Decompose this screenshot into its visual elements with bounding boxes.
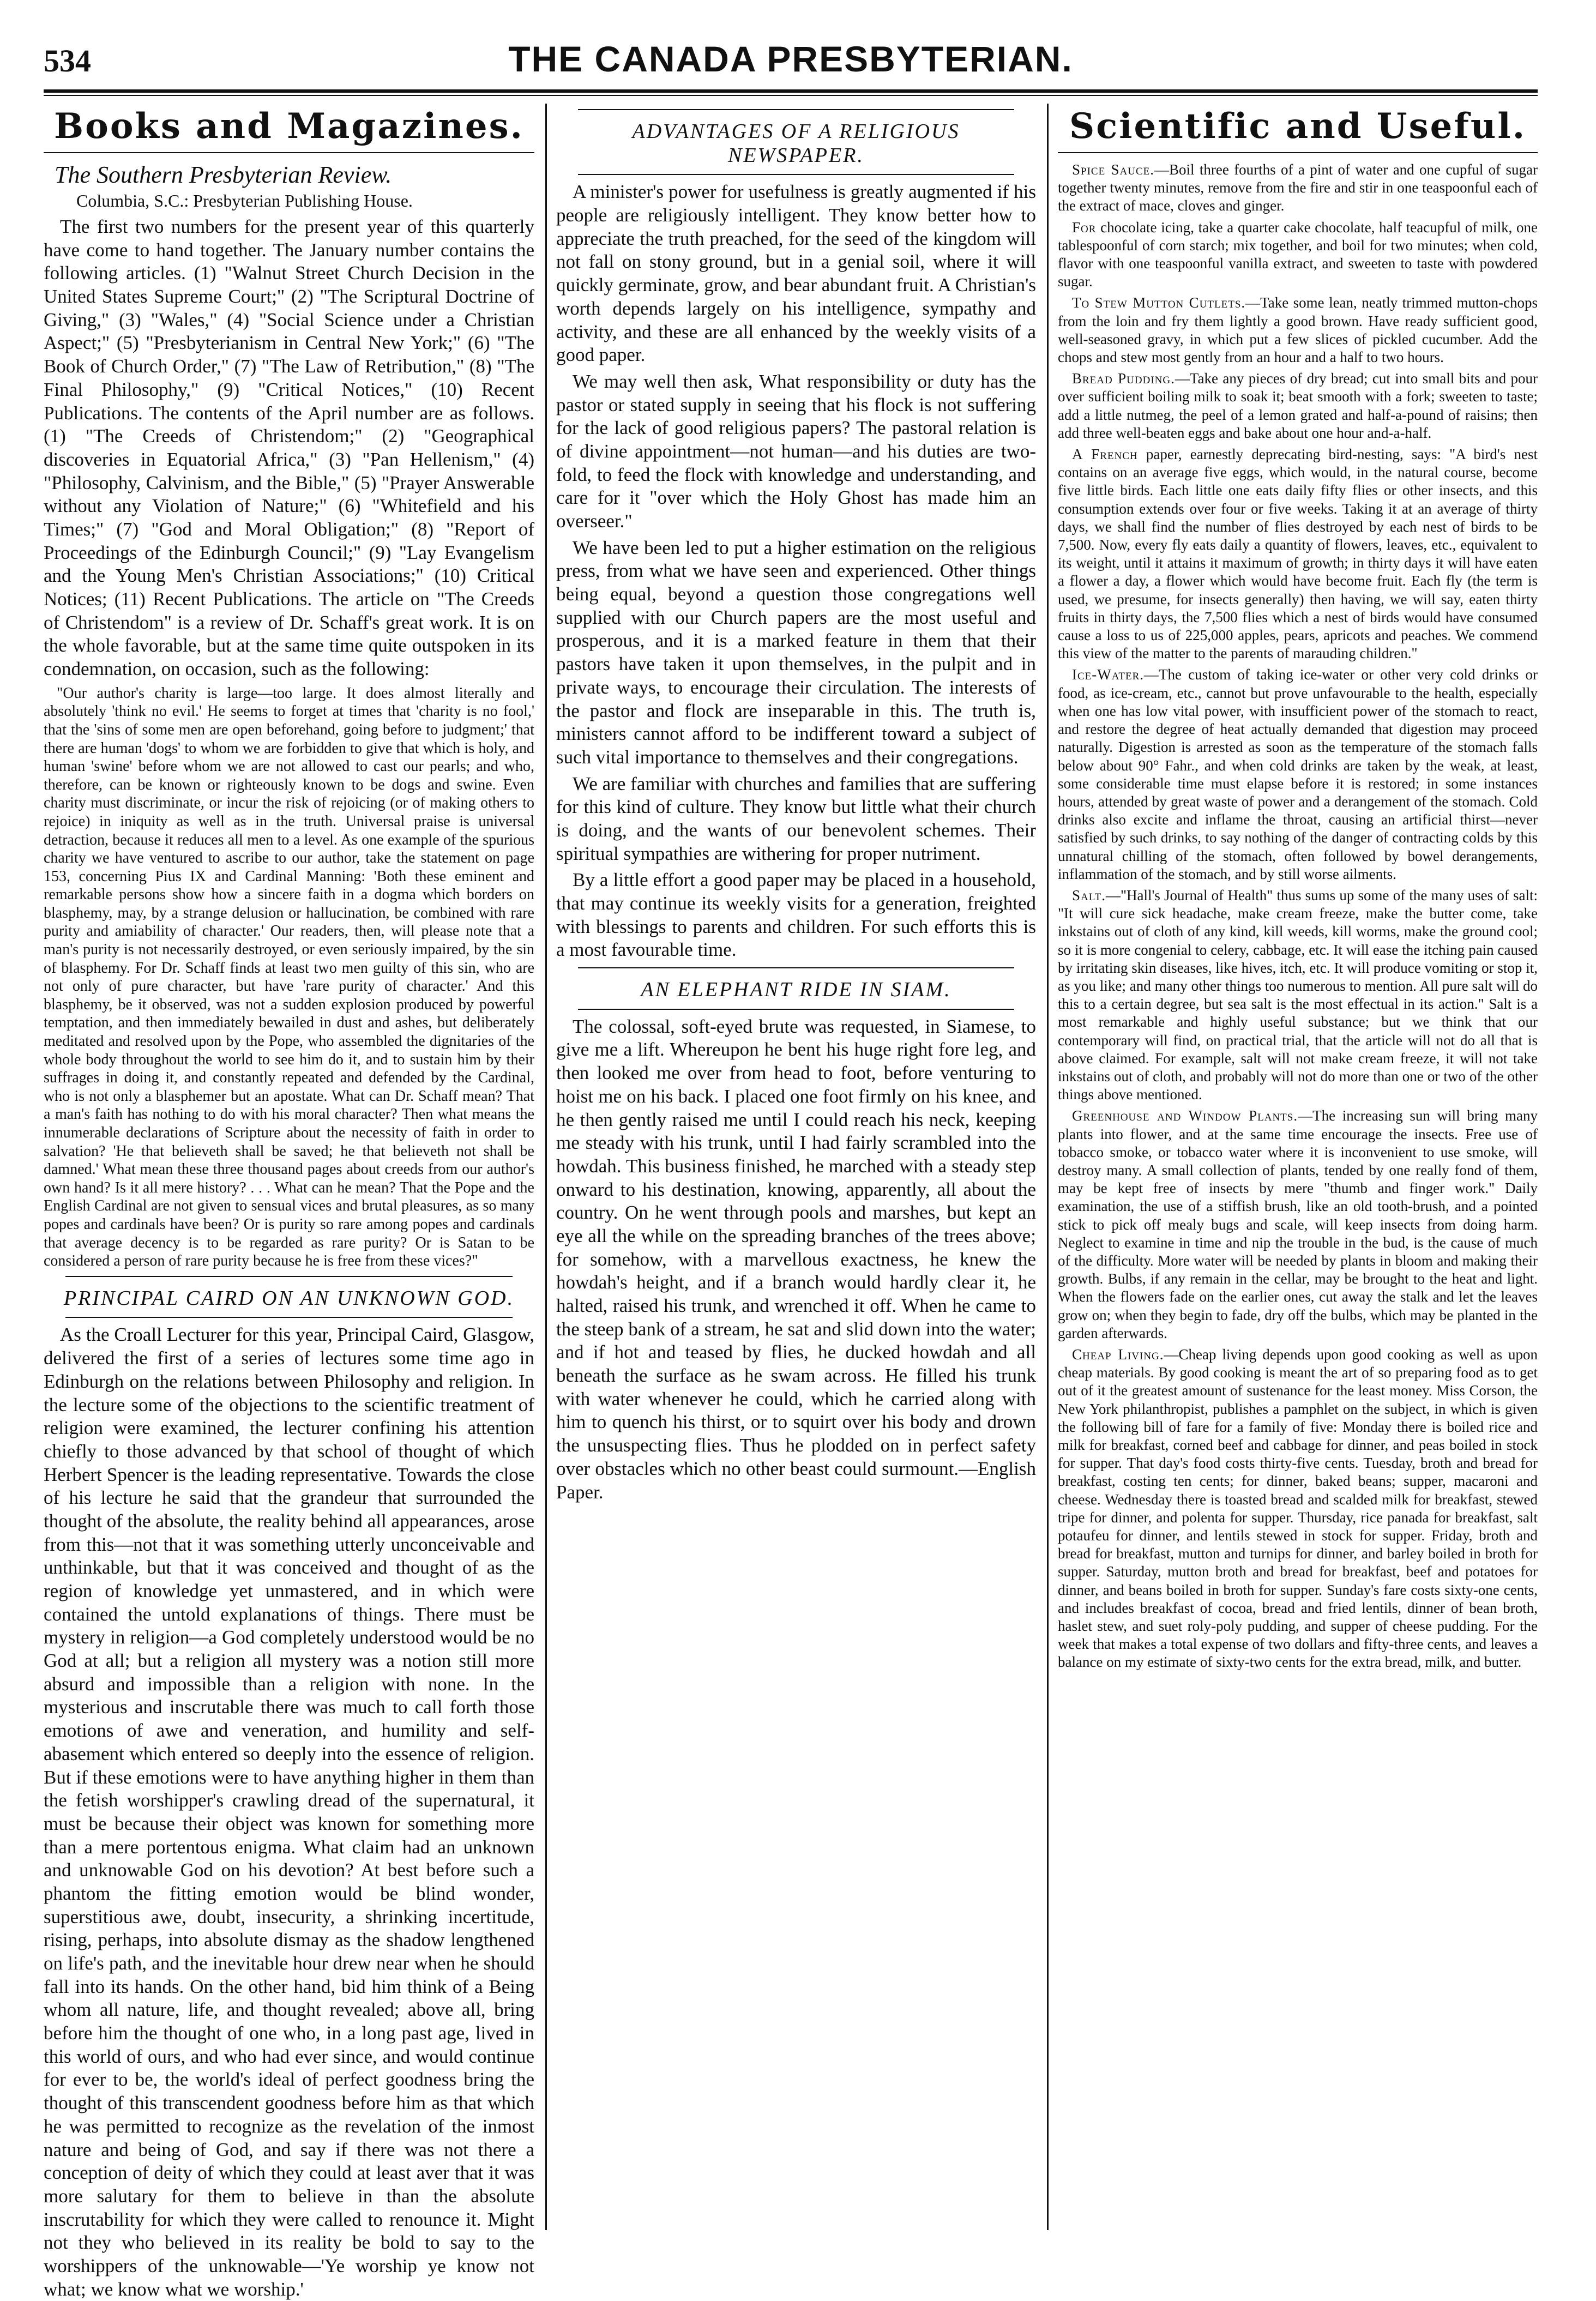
list-item xyxy=(1058,887,1538,1104)
list-item xyxy=(1058,370,1538,442)
paragraph: As the Croall Lecturer for this year, Principal Caird, Glasgow, delivered the first of a series of lectures some time ago in Edinburgh on the relations between Philosophy and religion. In the lecture some of the objections to the scientific treatment of religion were examined, the lecturer confining his attention chiefly to those advanced by that school of thought of which Herbert Spencer is the leading representative. Towards the close of his lecture he said that the grandeur that surrounded the thought of the absolute, the reality behind all appearances, arose from this—not that it was something utterly unconceivable and unthinkable, but that it was conceived and thought of as the region of knowledge yet unmastered, and in which were contained the untold explanations of things. There must be mystery in religion—a God completely understood would be no God at all; but a religion all mystery was a notion still more absurd and impossible than a religion with none. In the mysterious and inscrutable there was much to call forth those emotions of awe and veneration, and humility and self-abasement which entered so deeply into the essence of religion. But if these emotions were to have anything higher in them than the fetish worshipper's crawling dread of the supernatural, it must be because their object was known for something more than a mere portentous enigma. What claim had an unknown and unknowable God on his devotion? At best before such a phantom the fitting emotion would be blind wonder, superstitious awe, doubt, insecurity, a shrinking incertitude, rising, perhaps, into absolute dismay as the shadow lengthened on life's path, and the inevitable hour drew near when he should fall into its hands. On the other hand, bid him think of a Being whom all nature, life, and thought revealed; above all, bring before him the thought of one who, in a long past age, lived in this world of ours, and who had ever since, and would continue for ever to be, the world's ideal of perfect goodness bring the thought of this transcendent goodness before him as that which he was permitted to recognize as the revelation of the inmost nature and being of God, and say if there was not there a conception of deity of which they could at least aver that it was more salutary for them to believe in than the absolute inscrutability for which they were called to renounce it. Might not they who believed in its reality be bold to say to the worshippers of the unknowable—'Ye worship ye know not what; we know what we worship.' xyxy=(44,1324,534,2300)
list-item xyxy=(1058,1107,1538,1342)
paragraph: A minister's power for usefulness is greatly augmented if his people are religiously intelligent. They know better how to appreciate the truth preached, for the seed of the kingdom will not fall on stony ground, but in a genial soil, where it will quickly germinate, grow, and bear abundant fruit. A Christian's worth depends largely on his intelligence, sympathy and activity, and these are all enhanced by the weekly visits of a good paper. xyxy=(556,181,1036,366)
page-header xyxy=(44,38,1538,87)
item-lead: Greenhouse and Window Plants. xyxy=(1072,1107,1298,1124)
paragraph: We have been led to put a higher estimation on the religious press, from what we have seen and experienced. Other things being equal, beyond a question those congregations well supplied with our Church papers are the most useful and prosperous, and it is a marked feature in them that their pastors have taken it upon themselves, in the pulpit and in private ways, to encourage their circulation. The interests of the pastor and flock are inseparable in this. The truth is, ministers cannot afford to be indifferent toward a subject of such vital importance to themselves and their congregations. xyxy=(556,537,1036,768)
paragraph: The first two numbers for the present year of this quarterly have come to hand together. The January number contains the following articles. (1) "Walnut Street Church Decision in the United States Supreme Court;" (2) "The Scriptural Doctrine of Giving," (3) "Wales," (4) "Social Science under a Christian Aspect;" (5) "Presbyterianism in Central New York;" (6) "The Book of Church Order," (7) "The Law of Retribution," (8) "The Final Philosophy," (9) "Critical Notices," (10) Recent Publications. The contents of the April number are as follows. (1) "The Creeds of Christendom;" (2) "Geographical discoveries in Equatorial Africa," (3) "Pan Hellenism," (4) "Philosophy, Calvinism, and the Bible," (5) "Prayer Answerable without any Violation of Nature;" (6) "Whitefield and his Times;" (7) "God and Moral Obligation;" (8) "Report of Proceedings of the Edinburgh Council;" (9) "Lay Evangelism and the Young Men's Christian Associations;" (10) Critical Notices; (11) Recent Publications. The article on "The Creeds of Christendom" is a review of Dr. Schaff's great work. It is on the whole favorable, but at the same time quite outspoken in its condemnation, on occasion, such as the following: xyxy=(44,216,534,680)
list-item xyxy=(1058,161,1538,215)
column-2 xyxy=(556,104,1036,2246)
column-divider xyxy=(545,104,547,2230)
column-divider xyxy=(1047,104,1049,2230)
column-1 xyxy=(44,104,534,2300)
paragraph: By a little effort a good paper may be placed in a household, that may continue its weekly visits for a generation, freighted with blessings to parents and children. For such efforts this is a most favourable time. xyxy=(556,869,1036,961)
scientific-items xyxy=(1058,161,1538,1672)
scientific-section-title: Scientific and Useful. xyxy=(1058,106,1538,153)
advantages-body xyxy=(556,180,1036,962)
article-rule xyxy=(578,1009,1014,1010)
item-text: —"Hall's Journal of Health" thus sums up some of the many uses of salt: "It will cure sick headache, make cream freeze, make the butter come, take inkstains out of cloth of any kind, kill weeds, kill worms, make the ground cool; so it is more congenial to celery, cabbage, etc. It will ease the itching pain caused by irritating skin diseases, like hives, itch, etc. It will produce vomiting or stop it, as you like; and many other things too numerous to mention. All pure salt will do this to a certain degree, but sea salt is the most effectual in its action." Salt is a most remarkable and highly useful substance; but we think that our contemporary will find, on practical trial, that the article will not do all that is above claimed. For example, salt will not make cream freeze, it will not take inkstains out of cloth, and probably will not do more than one or two of the other things above mentioned. xyxy=(1058,887,1538,1103)
caird-title: PRINCIPAL CAIRD ON AN UNKNOWN GOD. xyxy=(63,1286,515,1310)
column-3 xyxy=(1058,104,1538,2246)
article-rule xyxy=(578,109,1014,110)
review-quote xyxy=(44,684,534,1270)
review-title: The Southern Presbyterian Review. xyxy=(55,161,392,188)
article-rule xyxy=(578,967,1014,968)
review-publisher: Columbia, S.C.: Presbyterian Publishing House. xyxy=(76,191,413,210)
paragraph: "Our author's charity is large—too large. It does almost literally and absolutely 'think no evil.' He seems to forget at times that 'charity is no fool,' that the 'sins of some men are open beforehand, going before to judgment;' that there are human 'dogs' to whom we are forbidden to give that which is holy, and human 'swine' before whom we are not allowed to cast our pearls; and who, therefore, can be known or righteously known to be dogs and swine. Even charity must discriminate, or incur the risk of rejoicing (or of making others to rejoice) in iniquity as well as in the truth. Universal praise is universal detraction, because it reduces all men to a level. As one example of the spurious charity we have ventured to ascribe to our author, take the statement on page 153, concerning Pius IX and Cardinal Manning: 'Both these eminent and remarkable persons show how a sincere faith in a dogma which borders on blasphemy, may, by a strange delusion or hallucination, be combined with rare purity and amiability of character.' Our readers, then, will please note that a man's purity is not necessarily destroyed, or even seriously impaired, by the sin of blasphemy. For Dr. Schaff finds at least two men guilty of this sin, who are not only of pure character, but have 'rare purity of character.' And this blasphemy, be it observed, was not a sudden explosion produced by powerful temptation, and then immediately bewailed in dust and ashes, but deliberately meditated and resolved upon by the Pope, who assembled the dignitaries of the whole body throughout the world to see him do it, and to sustain him by their suffrages in doing it, and constantly repeated and defended by the Cardinal, who is not only a blasphemer but an apostate. What can Dr. Schaff mean? That a man's faith has nothing to do with his moral character? Then what means the innumerable declarations of Scripture about the necessity of faith in order to salvation? 'He that believeth shall be saved; he that believeth not shall be damned.' What mean these three thousand pages about creeds from our author's own hand? Is it all mere history? . . . What can he mean? That the Pope and the English Cardinal are not given to sensual vices and brutal pleasures, as so many popes and cardinals have been? Or is purity so rare among popes and cardinals that average decency is to be regarded as rare purity? Or is Satan to be considered a person of rare purity because he is free from these vices?" xyxy=(44,684,534,1270)
paragraph: We are familiar with churches and families that are suffering for this kind of culture. They know but little what their church is doing, and the wants of our benevolent schemes. Their spiritual sympathies are withering for proper nutriment. xyxy=(556,773,1036,864)
item-text: —Boil three fourths of a pint of water and one cupful of sugar together twenty minutes, remove from the fire and stir in one teaspoonful each of the extract of mace, cloves and ginger. xyxy=(1058,161,1538,214)
header-rule-thin xyxy=(44,95,1538,96)
list-item xyxy=(1058,666,1538,883)
advantages-title: ADVANTAGES OF A RELIGIOUS NEWSPAPER. xyxy=(632,120,960,167)
masthead: THE CANADA PRESBYTERIAN. xyxy=(508,39,1073,79)
article-rule xyxy=(65,1317,513,1318)
caird-body xyxy=(44,1323,534,2301)
paragraph: We may well then ask, What responsibility or duty has the pastor or stated supply in seeing that his flock is not suffering for the lack of good religious papers? The pastoral relation is of divine appointment—not human—and his duties are two-fold, to feed the flock with knowledge and understanding, and care for it "over which the Holy Ghost has made him an overseer." xyxy=(556,370,1036,532)
article-rule xyxy=(578,174,1014,175)
item-text: —The custom of taking ice-water or other very cold drinks or food, as ice-cream, etc., cannot but prove unfavourable to the health, especially when one has low vital power, with insufficient power of the stomach to react, and restore the degree of heat actually demanded that digestion may proceed naturally. Digestion is arrested as soon as the temperature of the stomach falls below about 90° Fahr., and when cold drinks are taken by the weak, at least, some considerable time must elapse before it is restored; in some instances hours, attended by great waste of power and a derangement of the stomach. Cold drinks also excite and inflame the throat, causing an artificial thirst—never satisfied by such drinks, to say nothing of the danger of contracting colds by this unnatural chilling of the stomach, often followed by bowel derangements, inflammation of the stomach, and by still worse ailments. xyxy=(1058,666,1538,882)
review-body xyxy=(44,215,534,681)
item-text: —Take any pieces of dry bread; cut into small bits and pour over sufficient boiling milk to soak it; beat smooth with a fork; sweeten to taste; add a little nutmeg, the peel of a lemon grated and half-a-pound of raisins; then add three well-beaten eggs and bake about one hour and-a-half. xyxy=(1058,370,1538,441)
elephant-title: AN ELEPHANT RIDE IN SIAM. xyxy=(641,978,951,1002)
article-rule xyxy=(65,1276,513,1277)
page-number: 534 xyxy=(44,43,91,79)
item-lead: Salt. xyxy=(1072,887,1106,903)
item-lead: A French xyxy=(1072,446,1138,463)
item-lead: Bread Pudding. xyxy=(1072,370,1175,387)
list-item xyxy=(1058,445,1538,662)
list-item xyxy=(1058,294,1538,366)
item-text: —The increasing sun will bring many plants into flower, and at the same time encourage the insects. Free use of tobacco smoke, or tobacco water where it is inconvenient to use smoke, will destroy many. A small collection of plants, tended by one really fond of them, may be kept free of insects by mere "thumb and finger work." Daily examination, the use of a stiffish brush, like an old tooth-brush, and a pointed stick to pick off mealy bugs and scale, will keep insects from doing harm. Neglect to examine in time and nip the trouble in the bud, is the cause of much of the difficulty. More water will be needed by plants in bloom and making their growth. Bulbs, if any remain in the cellar, may be brought to the heat and light. When the flowers fade on the earlier ones, cut away the stalk and let the leaves grow on; when they begin to fade, dry off the bulbs, which may be planted in the garden afterwards. xyxy=(1058,1107,1538,1341)
header-rule xyxy=(44,89,1538,93)
list-item xyxy=(1058,1346,1538,1672)
books-section-title: Books and Magazines. xyxy=(44,106,534,153)
item-text: chocolate icing, take a quarter cake chocolate, half teacupful of milk, one tablespoonful of corn starch; mix together, and boil for two minutes; when cold, flavor with one teaspoonful vanilla extract, and sweeten to taste with powdered sugar. xyxy=(1058,219,1538,290)
elephant-body xyxy=(556,1015,1036,1504)
item-text: paper, earnestly deprecating bird-nesting, says: "A bird's nest contains on an average five eggs, which would, in the natural course, become five little birds. Each little one eats daily fifty flies or other insects, and this consumption extends over four or five weeks. Taking it at an average of thirty days, we shall find the number of flies destroyed by each nest of birds to be 7,500. Now, every fly eats daily a quantity of flowers, leaves, etc., equivalent to its weight, until it attains it maximum of growth; in thirty days it will have eaten a flower a day, a flower which would have become fruit. Each fly (the term is used, we presume, for insects generally) then having, we will say, eaten thirty fruits in thirty days, the 7,500 flies which a nest of birds would have consumed cause a loss to us of 225,000 apples, pears, apricots and peaches. We commend this view of the matter to the parents of marauding children." xyxy=(1058,446,1538,662)
item-lead: For xyxy=(1072,219,1097,236)
item-lead: Ice-Water. xyxy=(1072,666,1144,683)
item-lead: Spice Sauce. xyxy=(1072,161,1155,178)
item-text: —Cheap living depends upon good cooking as well as upon cheap materials. By good cooking is meant the art of so preparing food as to get out of it the greatest amount of sustenance for the least money. Miss Corson, the New York philanthropist, publishes a pamphlet on the subject, in which is given the following bill of fare for a family of five: Monday there is boiled rice and milk for breakfast, corned beef and cabbage for dinner, and peas boiled in stock for supper. That day's food costs thirty-five cents. Tuesday, broth and bread for breakfast, costing ten cents; for dinner, baked beans; supper, macaroni and cheese. Wednesday there is toasted bread and scalded milk for breakfast, stewed tripe for dinner, and polenta for supper. Thursday, rice panada for breakfast, salt potaufeu for dinner, and lentils stewed in stock for supper. Friday, broth and bread for breakfast, mutton and turnips for dinner, and barley boiled in broth for supper. Saturday, mutton broth and bread for breakfast, beef and potatoes for dinner, and beans boiled in broth for supper. Sunday's fare costs sixty-one cents, and includes breakfast of cocoa, bread and fried lentils, dinner of bean broth, haslet stew, and suet roly-poly pudding, and supper of cheese pudding. For the week that makes a total expense of two dollars and fifty-three cents, and leaves a balance on my estimate of sixty-two cents for the extra bread, milk, and butter. xyxy=(1058,1346,1538,1671)
item-text: —Take some lean, neatly trimmed mutton-chops from the loin and fry them lightly a good brown. Have ready sufficient good, well-seasoned gravy, in which put a few slices of pickled cucumber. Add the chops and stew most gently from an hour and a half to two hours. xyxy=(1058,294,1538,366)
list-item xyxy=(1058,219,1538,291)
item-lead: Cheap Living. xyxy=(1072,1346,1164,1363)
paragraph: The colossal, soft-eyed brute was requested, in Siamese, to give me a lift. Whereupon he bent his huge right fore leg, and then looked me over from head to foot, before venturing to hoist me on his back. I placed one foot firmly on his knee, and he then gently raised me until I could reach his neck, keeping me steady with his trunk, until I had fairly scrambled into the howdah. This business finished, he marched with a steady step onward to his destination, knowing, apparently, all about the country. On he went through pools and marshes, but kept an eye all the while on the spreading branches of the trees above; for somehow, with a marvellous exactness, he knew the howdah's height, and if a branch would hardly clear it, he halted, raised his trunk, and wrenched it off. When he came to the steep bank of a stream, he sat and slid down into the water; and if hot and teased by flies, he ducked howdah and all beneath the surface as he swam across. He filled his trunk with water whenever he could, which he carried along with him to quench his thirst, or to squirt over his body and drown the unsuspecting flies. Thus he plodded on in perfect safety over obstacles which no other beast could surmount.—English Paper. xyxy=(556,1015,1036,1503)
item-lead: To Stew Mutton Cutlets. xyxy=(1072,294,1246,311)
